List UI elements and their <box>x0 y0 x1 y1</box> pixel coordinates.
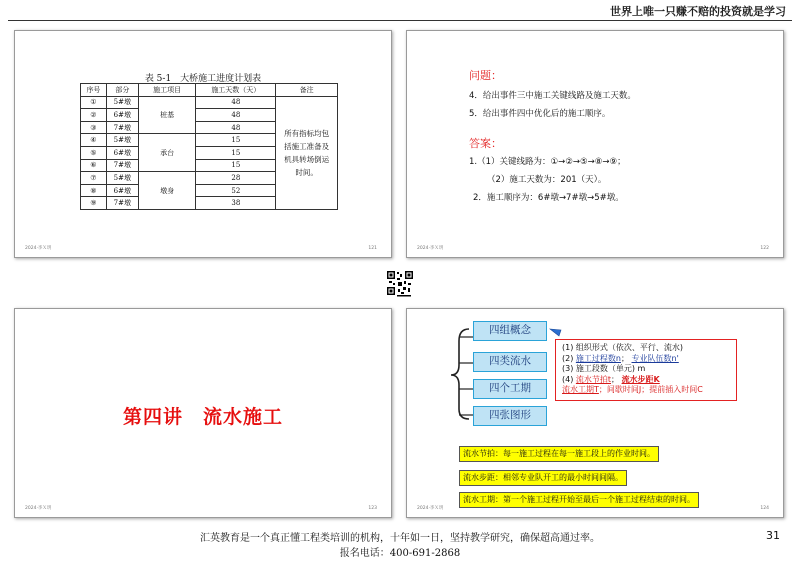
concept-box: 四张图形 <box>473 406 547 426</box>
row-no: ① <box>81 96 107 109</box>
col-header: 备注 <box>276 84 338 97</box>
row-days: 48 <box>196 96 276 109</box>
answer-heading: 答案： <box>469 137 502 150</box>
concept-box: 四类流水 <box>473 352 547 372</box>
slide-4-flow-concepts <box>406 308 784 518</box>
row-no: ④ <box>81 134 107 147</box>
row-no: ⑤ <box>81 146 107 159</box>
detail-separator: ； <box>611 374 622 384</box>
detail-line <box>562 354 730 365</box>
page-number: 31 <box>766 529 780 542</box>
project-cell: 墩身 <box>138 172 196 210</box>
slide-footer-number: 122 <box>760 246 769 251</box>
slide-footer-author: 2024·李Ｘ玥 <box>417 506 444 511</box>
detail-separator: ； <box>620 353 632 363</box>
detail-line: (1) 组织形式（依次、平行、流水) <box>562 343 683 352</box>
table-row <box>81 96 338 109</box>
term-flow-beat: 流水节拍t <box>575 374 612 384</box>
lecture-title: 第四讲 流水施工 <box>122 406 283 428</box>
project-cell: 承台 <box>138 134 196 172</box>
detail-prefix: (4) <box>562 374 576 384</box>
row-days: 15 <box>196 159 276 172</box>
slide-footer-author: 2024·李Ｘ玥 <box>25 506 52 511</box>
question-item: 5．给出事件四中优化后的施工顺序。 <box>469 109 611 119</box>
footer-slogan: 汇英教育是一个真正懂工程类培训的机构，十年如一日，坚持教学研究，确保超高通过率。 <box>200 533 600 544</box>
schedule-table <box>80 83 338 210</box>
slide-footer-number: 123 <box>368 506 377 511</box>
header-rule <box>8 20 792 21</box>
row-days: 48 <box>196 121 276 134</box>
row-no: ⑨ <box>81 197 107 210</box>
slide-footer-number: 121 <box>368 246 377 251</box>
col-header: 施工项目 <box>138 84 196 97</box>
term-team-count: 专业队伍数n' <box>631 353 679 363</box>
slide-3-lecture-title <box>14 308 392 518</box>
slide-footer-author: 2024·李Ｘ玥 <box>417 246 444 251</box>
term-intervals: ；间歇时间J；提前插入时间C <box>598 385 703 394</box>
row-days: 38 <box>196 197 276 210</box>
slide-2-qa <box>406 30 784 258</box>
col-header: 施工天数（天） <box>196 84 276 97</box>
row-part: 6#墩 <box>106 109 138 122</box>
row-days: 48 <box>196 109 276 122</box>
row-no: ③ <box>81 121 107 134</box>
arrow-icon <box>549 327 563 339</box>
header-motto: 世界上唯一只赚不赔的投资就是学习 <box>610 5 786 18</box>
term-process-count: 施工过程数n <box>575 353 621 363</box>
col-header: 部分 <box>106 84 138 97</box>
table-header-row <box>81 84 338 97</box>
qr-code-icon <box>386 270 414 298</box>
row-no: ⑦ <box>81 172 107 185</box>
row-days: 52 <box>196 184 276 197</box>
concept-details-box <box>555 339 737 401</box>
question-heading: 问题： <box>469 69 502 82</box>
concept-box: 四组概念 <box>473 321 547 341</box>
row-part: 5#墩 <box>106 134 138 147</box>
row-days: 15 <box>196 146 276 159</box>
question-item: 4．给出事件三中施工关键线路及施工天数。 <box>469 91 636 101</box>
detail-line <box>562 375 730 386</box>
term-flow-duration: 流水工期T <box>562 385 599 394</box>
row-days: 15 <box>196 134 276 147</box>
slide-1-schedule-table <box>14 30 392 258</box>
row-part: 7#墩 <box>106 121 138 134</box>
row-part: 5#墩 <box>106 96 138 109</box>
detail-line: (3) 施工段数（单元) m <box>562 364 646 373</box>
row-part: 7#墩 <box>106 197 138 210</box>
slide-footer-number: 124 <box>760 506 769 511</box>
row-no: ⑧ <box>81 184 107 197</box>
answer-item: （2）施工天数为：201（天）。 <box>487 175 607 185</box>
definition-flow-duration: 流水工期：第一个施工过程开始至最后一个施工过程结束的时间。 <box>459 492 699 508</box>
answer-item: 1.（1）关键线路为：①→②→⑤→⑧→⑨； <box>469 157 626 167</box>
answer-item: 2．施工顺序为：6#墩→7#墩→5#墩。 <box>473 193 624 203</box>
row-days: 28 <box>196 172 276 185</box>
row-part: 7#墩 <box>106 159 138 172</box>
footer-phone: 报名电话：400-691-2868 <box>339 548 461 559</box>
detail-prefix: (2) <box>562 353 576 363</box>
concept-box: 四个工期 <box>473 379 547 399</box>
definition-flow-step: 流水步距：相邻专业队开工的最小时间间隔。 <box>459 470 627 486</box>
project-cell: 桩基 <box>138 96 196 134</box>
note-cell: 所有指标均包括施工准备及机具转场倒运时间。 <box>276 96 338 209</box>
detail-line <box>562 385 730 396</box>
row-part: 6#墩 <box>106 184 138 197</box>
col-header: 序号 <box>81 84 107 97</box>
term-flow-step: 流水步距K <box>621 374 660 384</box>
definition-flow-beat: 流水节拍：每一施工过程在每一施工段上的作业时间。 <box>459 446 659 462</box>
slide-footer-author: 2024·李Ｘ玥 <box>25 246 52 251</box>
row-no: ② <box>81 109 107 122</box>
row-part: 5#墩 <box>106 172 138 185</box>
row-no: ⑥ <box>81 159 107 172</box>
table-title: 表 5-1 大桥施工进度计划表 <box>144 74 262 84</box>
row-part: 6#墩 <box>106 146 138 159</box>
